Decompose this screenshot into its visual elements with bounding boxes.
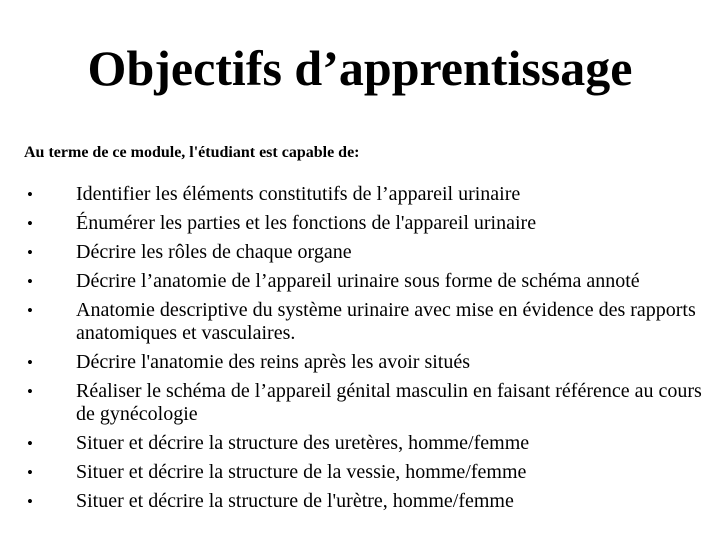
bullet-icon: • <box>27 381 33 401</box>
objective-text: Énumérer les parties et les fonctions de l'appareil urinaire <box>76 211 537 234</box>
objective-item-4 <box>0 270 720 294</box>
objective-text: Situer et décrire la structure de la vessie, homme/femme <box>76 461 527 484</box>
objective-item-6 <box>0 351 720 375</box>
objective-item-1 <box>0 183 720 207</box>
slide-subtitle: Au terme de ce module, l'étudiant est capable de: <box>24 144 360 161</box>
objective-item-9 <box>0 461 720 485</box>
bullet-icon: • <box>27 271 33 291</box>
objective-text: Décrire l’anatomie de l’appareil urinaire sous forme de schéma annoté <box>76 269 640 292</box>
objective-text: Décrire les rôles de chaque organe <box>76 240 352 263</box>
bullet-icon: • <box>27 213 33 233</box>
bullet-icon: • <box>27 242 33 262</box>
bullet-icon: • <box>27 492 33 512</box>
bullet-icon: • <box>27 185 33 204</box>
bullet-icon: • <box>27 300 33 320</box>
objective-text: Identifier les éléments constitutifs de l’appareil urinaire <box>76 183 521 205</box>
objective-item-7 <box>0 380 720 427</box>
bullet-icon: • <box>27 463 33 483</box>
objective-item-3 <box>0 241 720 265</box>
objectives-list <box>0 183 720 519</box>
slide-title: Objectifs d’apprentissage <box>87 40 633 96</box>
objective-text: Décrire l'anatomie des reins après les avoir situés <box>76 350 471 373</box>
objective-item-2 <box>0 212 720 236</box>
objective-text: Réaliser le schéma de l’appareil génital masculin en faisant référence au cours de gynécologie <box>76 379 702 426</box>
objective-text: Situer et décrire la structure de l'urètre, homme/femme <box>76 490 514 513</box>
objective-item-5 <box>0 299 720 346</box>
bullet-icon: • <box>27 434 33 454</box>
bullet-icon: • <box>27 352 33 372</box>
objective-item-10 <box>0 490 720 514</box>
objective-item-8 <box>0 432 720 456</box>
objective-text: Anatomie descriptive du système urinaire avec mise en évidence des rapports anatomiques et vasculaires. <box>76 298 696 345</box>
objective-text: Situer et décrire la structure des uretères, homme/femme <box>76 432 530 455</box>
